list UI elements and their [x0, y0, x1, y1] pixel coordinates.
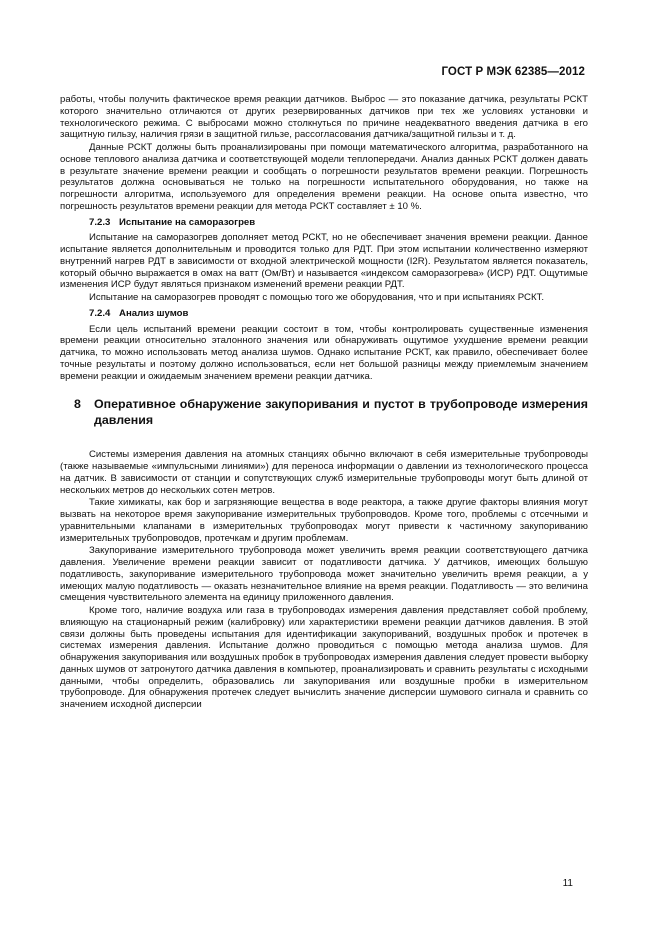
paragraph: Если цель испытаний времени реакции состоит в том, чтобы контролировать существенные изменения времени реакции относительно эталонного значения или обнаруживать ощутимое ухудшение времени реакции датчика, то можно использовать метод анализа шумов. Однако испытание РСКТ, как правило, обеспечивает более точные результаты и поэтому должно использоваться, если нет большой разницы между приемлемым значением времени реакции и ожидаемым значением времени реакции датчика.: [60, 323, 588, 382]
section-heading-8: [74, 396, 588, 428]
document-header: ГОСТ Р МЭК 62385—2012: [441, 66, 585, 78]
paragraph: Такие химикаты, как бор и загрязняющие вещества в воде реактора, а также другие факторы влияния могут вызвать на некоторое время закупоривание измерительных трубопроводов. Кроме того, проблемы с отсечными и уравнительными клапанами в измерительных трубопроводах могут привести к частичному закупориванию измерительных трубопроводов, протечкам и другим проблемам.: [60, 497, 588, 544]
page-number: 11: [562, 878, 573, 889]
section-number: 8: [74, 397, 81, 412]
subsection-heading-724: [89, 308, 588, 320]
paragraph: Испытание на саморазогрев дополняет метод РСКТ, но не обеспечивает значения времени реакции. Данное испытание является дополнительным и проводится только для РДТ. При этом испытании количественно измеряют внутренний нагрев РДТ в зависимости от входной электрической мощности (I2R). Результатом является показатель, который обычно выражается в омах на ватт (Ом/Вт) и называется «индексом саморазогрева» (ИСР) РДТ. Ощутимые изменения ИСР будут являться признаком изменений времени реакции РДТ.: [60, 232, 588, 291]
paragraph: Закупоривание измерительного трубопровода может увеличить время реакции соответствующего датчика давления. Увеличение времени реакции зависит от податливости датчика. У датчиков, имеющих большую податливость, закупоривание измерительного трубопровода может значительно увеличить время реакции, а у имеющих малую податливость — оказать незначительное влияние на время реакции. Податливость — это величина смещения чувствительного элемента на единицу приложенного давления.: [60, 545, 588, 604]
document-body: [60, 94, 588, 712]
paragraph: Испытание на саморазогрев проводят с помощью того же оборудования, что и при испытаниях РСКТ.: [89, 292, 545, 303]
paragraph: работы, чтобы получить фактическое время реакции датчиков. Выброс — это показание датчика, результаты РСКТ которого значительно отличаются от других резервированных датчиков при тех же условиях установки и технологического режима. С выбросами можно столкнуться по причине неадекватного введения датчика в его защитную гильзу, наличия грязи в защитной гильзе, рассогласования датчика/защитной гильзы и т. д.: [60, 94, 588, 141]
paragraph: Кроме того, наличие воздуха или газа в трубопроводах измерения давления представляет собой проблему, влияющую на стационарный режим (калибровку) или характеристики времени реакции датчиков давления. В этой связи должны быть проведены испытания для идентификации закупориваний, воздушных пробок и протечек в системах измерения давления. Испытание должно проводиться с помощью метода анализа шумов. Для обнаружения закупоривания или воздушных пробок в трубопроводах измерения давления следует провести выборку данных шумов от затронутого датчика давления в компьютер, проанализировать и сравнить результаты с исходными данными, чтобы определить, образовались ли закупоривания или воздушные пробки в измерительном трубопроводе. Для обнаружения протечек следует вычислить значение дисперсии шумового сигнала и сравнить со значением исходной дисперсии: [60, 605, 588, 710]
paragraph: Данные РСКТ должны быть проанализированы при помощи математического алгоритма, разработанного на основе теплового анализа датчика и соответствующей модели теплопередачи. Анализ данных РСКТ должен давать в результате значение времени реакции и сообщать о погрешности результатов времени реакции. Погрешность результатов должна основываться не только на погрешности испытательного оборудования, но также на погрешности алгоритма, используемого для определения времени реакции. На основе опыта известно, что погрешность результатов времени реакции для метода РСКТ составляет ± 10 %.: [60, 142, 588, 212]
subsection-title: Испытание на саморазогрев: [119, 216, 256, 228]
paragraph: Системы измерения давления на атомных станциях обычно включают в себя измерительные трубопроводы (также называемые «импульсными линиями») для переноса информации о давлении из технологического процесса на датчик. В зависимости от станции и сопутствующих служб измерительные трубопроводы могут быть длиной от нескольких метров до нескольких сотен метров.: [60, 449, 588, 496]
subsection-number: 7.2.4: [89, 307, 111, 319]
subsection-title: Анализ шумов: [119, 307, 189, 319]
subsection-number: 7.2.3: [89, 216, 111, 228]
subsection-heading-723: [89, 217, 588, 229]
section-title: Оперативное обнаружение закупоривания и пустот в трубопроводе измерения давления: [94, 397, 588, 428]
